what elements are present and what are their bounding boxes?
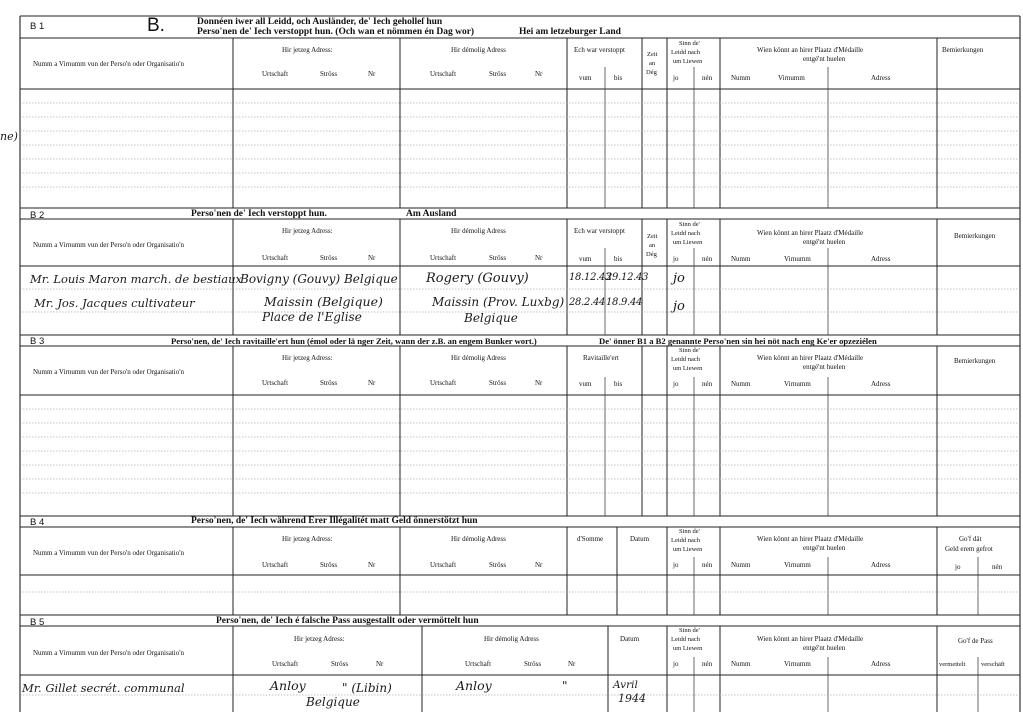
b3-nr-header: Nr	[368, 379, 376, 387]
section-b1-code: B 1	[30, 21, 45, 32]
b2-former-nr-header: Nr	[535, 254, 543, 262]
b2-row1-from: 18.12.43	[569, 272, 612, 283]
b3-no-header: nén	[702, 380, 713, 388]
b4-sum-header: d'Somme	[577, 535, 604, 543]
b4-medal-header-2: entgé'nt huelen	[803, 544, 846, 552]
b2-time-header-2: an	[649, 242, 656, 249]
b5-former-nr-header: Nr	[568, 660, 576, 668]
section-b1-letter: B.	[147, 15, 165, 36]
b1-alive-header-3: um Liewen	[673, 58, 703, 65]
b1-medal-first-header: Virnumm	[778, 74, 805, 82]
b5-medal-address-header: Adress	[871, 660, 891, 668]
b1-former-address-header: Hir démolig Adress	[451, 46, 506, 54]
section-b2-code: B 2	[30, 210, 45, 221]
b5-medal-first-header: Virnumm	[784, 660, 811, 668]
b4-medal-name-header: Numm	[731, 561, 751, 569]
section-b2-region: Am Ausland	[406, 209, 457, 219]
b2-row2-alive: jo	[673, 299, 685, 314]
b2-nr-header: Nr	[368, 254, 376, 262]
b2-medal-header: Wien könnt an hirer Plaatz d'Médaille	[757, 229, 864, 237]
b4-current-address-header: Hir jetzeg Adress:	[282, 535, 333, 543]
b5-row1-current-address: Anloy	[270, 678, 306, 693]
b2-row1-former-address: Rogery (Gouvy)	[426, 271, 529, 286]
b1-nr-header: Nr	[368, 70, 376, 78]
b2-former-address-header: Hir démolig Adress	[451, 227, 506, 235]
b3-medal-address-header: Adress	[871, 380, 891, 388]
b4-nr-header: Nr	[368, 561, 376, 569]
b1-current-address-header: Hir jetzeg Adress:	[282, 46, 333, 54]
b1-remarks-header: Bemierkungen	[942, 46, 984, 54]
b2-row2-current-address-line2: Place de l'Eglise	[262, 310, 362, 324]
b4-medal-address-header: Adress	[871, 561, 891, 569]
b4-medal-first-header: Virnumm	[784, 561, 811, 569]
b5-former-street-header: Ströss	[524, 660, 542, 668]
b1-medal-address-header: Adress	[871, 74, 891, 82]
b5-former-locality-header: Urtschaft	[465, 660, 492, 668]
b2-medal-first-header: Virnumm	[784, 255, 811, 263]
b2-time-header: Zeit	[647, 233, 658, 240]
b1-alive-header-2: Leidd nach	[671, 49, 701, 56]
b3-name-header: Numm a Virnumm vun der Perso'n oder Organisatio'n	[33, 368, 184, 376]
b3-from-header: vum	[579, 380, 592, 388]
b2-current-address-header: Hir jetzeg Adress:	[282, 227, 333, 235]
b1-former-street-header: Ströss	[489, 70, 507, 78]
b5-date-header: Datum	[620, 635, 640, 643]
b1-yes-header: jo	[673, 74, 679, 82]
b2-alive-header: Sinn de'	[679, 221, 700, 228]
b2-row2-from: 28.2.44	[569, 297, 606, 308]
b2-former-locality-header: Urtschaft	[430, 254, 457, 262]
section-b4-title: Perso'nen, de' Iech während Erer Illégalitét matt Geld önnerstötzt hun	[191, 516, 478, 526]
b3-remarks-header: Bemierkungen	[954, 357, 996, 365]
b4-money-header: Go'f dät	[959, 535, 982, 543]
b1-time-header: Zeit	[647, 51, 658, 58]
b1-medal-name-header: Numm	[731, 74, 751, 82]
b3-current-address-header: Hir jetzeg Adress:	[282, 354, 333, 362]
b1-time-header-2: an	[649, 60, 656, 67]
b4-no-header: nén	[702, 561, 713, 569]
b5-medal-header: Wien könnt an hirer Plaatz d'Médaille	[757, 635, 864, 643]
b2-medal-name-header: Numm	[731, 255, 751, 263]
b3-medal-first-header: Virnumm	[784, 380, 811, 388]
b1-medal-header-2: entgé'nt huelen	[803, 55, 846, 63]
b5-row1-date-month: Avril	[613, 679, 638, 691]
b5-former-address-header: Hir démolig Adress	[484, 635, 539, 643]
b5-medal-name-header: Numm	[731, 660, 751, 668]
b4-medal-header: Wien könnt an hirer Plaatz d'Médaille	[757, 535, 864, 543]
b3-medal-header-2: entgé'nt huelen	[803, 363, 846, 371]
b5-name-header: Numm a Virnumm vun der Perso'n oder Organisatio'n	[33, 649, 184, 657]
b3-former-locality-header: Urtschaft	[430, 379, 457, 387]
b5-provided-header: verschäft	[981, 661, 1005, 668]
b2-yes-header: jo	[673, 255, 679, 263]
b4-name-header: Numm a Virnumm vun der Perso'n oder Organisatio'n	[33, 549, 184, 557]
b2-medal-address-header: Adress	[871, 255, 891, 263]
b2-row1-to: 29.12.43	[606, 272, 649, 283]
b5-no-header: nén	[702, 660, 713, 668]
b4-alive-header-3: um Liewen	[673, 546, 703, 553]
b5-pass-header: Go'f de Pass	[958, 637, 993, 645]
section-b3-code: B 3	[30, 336, 45, 347]
b2-alive-header-2: Leidd nach	[671, 230, 701, 237]
b5-row1-current-address-line2: Belgique	[306, 695, 360, 709]
b5-row1-former-address-mark: "	[562, 679, 568, 693]
section-b4-code: B 4	[30, 517, 45, 528]
b3-alive-header-2: Leidd nach	[671, 356, 701, 363]
b5-yes-header: jo	[673, 660, 679, 668]
b4-former-locality-header: Urtschaft	[430, 561, 457, 569]
b2-row1-current-address: Bovigny (Gouvy) Belgique	[240, 272, 398, 286]
section-b5-title: Perso'nen, de' Iech é falsche Pass ausgestallt oder vermöttelt hun	[216, 616, 479, 626]
b4-street-header: Ströss	[320, 561, 338, 569]
b5-row1-current-address-mark: " (Libin)	[342, 681, 392, 695]
b1-former-nr-header: Nr	[535, 70, 543, 78]
b3-street-header: Ströss	[320, 379, 338, 387]
b2-row1-name: Mr. Louis Maron march. de bestiaux	[30, 272, 242, 286]
b3-medal-header: Wien könnt an hirer Plaatz d'Médaille	[757, 354, 864, 362]
b1-from-header: vum	[579, 74, 592, 82]
b1-former-locality-header: Urtschaft	[430, 70, 457, 78]
b3-yes-header: jo	[673, 380, 679, 388]
b4-former-address-header: Hir démolig Adress	[451, 535, 506, 543]
b1-time-header-3: Dég	[646, 69, 657, 76]
b5-alive-header-3: um Liewen	[673, 645, 703, 652]
b4-money-yes-header: jo	[955, 563, 961, 571]
b1-to-header: bis	[614, 74, 623, 82]
b4-alive-header-2: Leidd nach	[671, 537, 701, 544]
b3-alive-header: Sinn de'	[679, 347, 700, 354]
b3-locality-header: Urtschaft	[262, 379, 289, 387]
b1-hidden-header: Ech war verstoppt	[574, 46, 625, 54]
b5-nr-header: Nr	[376, 660, 384, 668]
b2-medal-header-2: entgé'nt huelen	[803, 238, 846, 246]
b2-street-header: Ströss	[320, 254, 338, 262]
b1-medal-header: Wien könnt an hirer Plaatz d'Médaille	[757, 46, 864, 54]
b5-current-address-header: Hir jetzeg Adress:	[294, 635, 345, 643]
b5-row1-former-address: Anloy	[456, 678, 492, 693]
b1-alive-header: Sinn de'	[679, 40, 700, 47]
section-b1-subtitle: Perso'nen de' Iech verstoppt hun. (Och wan et nömmen én Dag wor)	[197, 27, 475, 37]
b2-to-header: bis	[614, 255, 623, 263]
b1-name-header: Numm a Virnumm vun der Perso'n oder Organisatio'n	[33, 60, 184, 68]
b5-locality-header: Urtschaft	[272, 660, 299, 668]
b4-money-no-header: nén	[992, 563, 1003, 571]
b2-locality-header: Urtschaft	[262, 254, 289, 262]
section-b2-title: Perso'nen de' Iech verstoppt hun.	[191, 209, 327, 219]
section-b1-region: Hei am letzeburger Land	[519, 27, 621, 37]
b4-date-header: Datum	[630, 535, 650, 543]
b1-locality-header: Urtschaft	[262, 70, 289, 78]
b5-alive-header-2: Leidd nach	[671, 636, 701, 643]
b2-time-header-3: Dég	[646, 251, 657, 258]
b4-yes-header: jo	[673, 561, 679, 569]
section-b1-title: Donnéen iwer all Leidd, och Ausländer, de' Iech geholleſ hun	[197, 17, 443, 27]
b2-row1-alive: jo	[673, 271, 685, 286]
b4-money-header-2: Geld erem gefrot	[945, 545, 993, 553]
section-b3-note: De' önner B1 a B2 genannte Perso'nen sin hei nöt nach eng Ke'er opzeziélen	[599, 336, 877, 346]
b5-street-header: Ströss	[331, 660, 349, 668]
b2-name-header: Numm a Virnumm vun der Perso'n oder Organisatio'n	[33, 241, 184, 249]
b3-alive-header-3: um Liewen	[673, 365, 703, 372]
b2-row2-current-address: Maissin (Belgique)	[264, 294, 383, 309]
b5-issued-header: vermettelt	[939, 661, 966, 668]
b5-row1-name: Mr. Gillet secrét. communal	[22, 681, 185, 695]
b3-supplied-header: Ravitaille'ert	[583, 354, 619, 362]
b1-no-header: nén	[702, 74, 713, 82]
b2-row2-former-address: Maissin (Prov. Luxbg)	[432, 295, 565, 309]
b3-medal-name-header: Numm	[731, 380, 751, 388]
b2-no-header: nén	[702, 255, 713, 263]
b5-medal-header-2: entgé'nt huelen	[803, 644, 846, 652]
b2-from-header: vum	[579, 255, 592, 263]
margin-note: ne)	[0, 130, 18, 143]
b4-former-nr-header: Nr	[535, 561, 543, 569]
b3-former-nr-header: Nr	[535, 379, 543, 387]
b2-hidden-header: Ech war verstoppt	[574, 227, 625, 235]
b4-locality-header: Urtschaft	[262, 561, 289, 569]
b2-row2-former-address-line2: Belgique	[464, 311, 518, 325]
b3-former-address-header: Hir démolig Adress	[451, 354, 506, 362]
b3-to-header: bis	[614, 380, 623, 388]
b2-row2-name: Mr. Jos. Jacques cultivateur	[34, 296, 195, 310]
section-b5-code: B 5	[30, 617, 45, 628]
b2-row2-to: 18.9.44	[606, 297, 643, 308]
section-b3-title: Perso'nen, de' Iech ravitaille'ert hun (émol oder lä nger Zeit, wann der z.B. an engem Bunker wort.)	[171, 336, 537, 346]
b4-alive-header: Sinn de'	[679, 528, 700, 535]
b5-alive-header: Sinn de'	[679, 627, 700, 634]
b2-remarks-header: Bemierkungen	[954, 232, 996, 240]
b5-row1-date-year: 1944	[618, 692, 646, 705]
b3-former-street-header: Ströss	[489, 379, 507, 387]
b4-former-street-header: Ströss	[489, 561, 507, 569]
b1-street-header: Ströss	[320, 70, 338, 78]
b2-former-street-header: Ströss	[489, 254, 507, 262]
b2-alive-header-3: um Liewen	[673, 239, 703, 246]
